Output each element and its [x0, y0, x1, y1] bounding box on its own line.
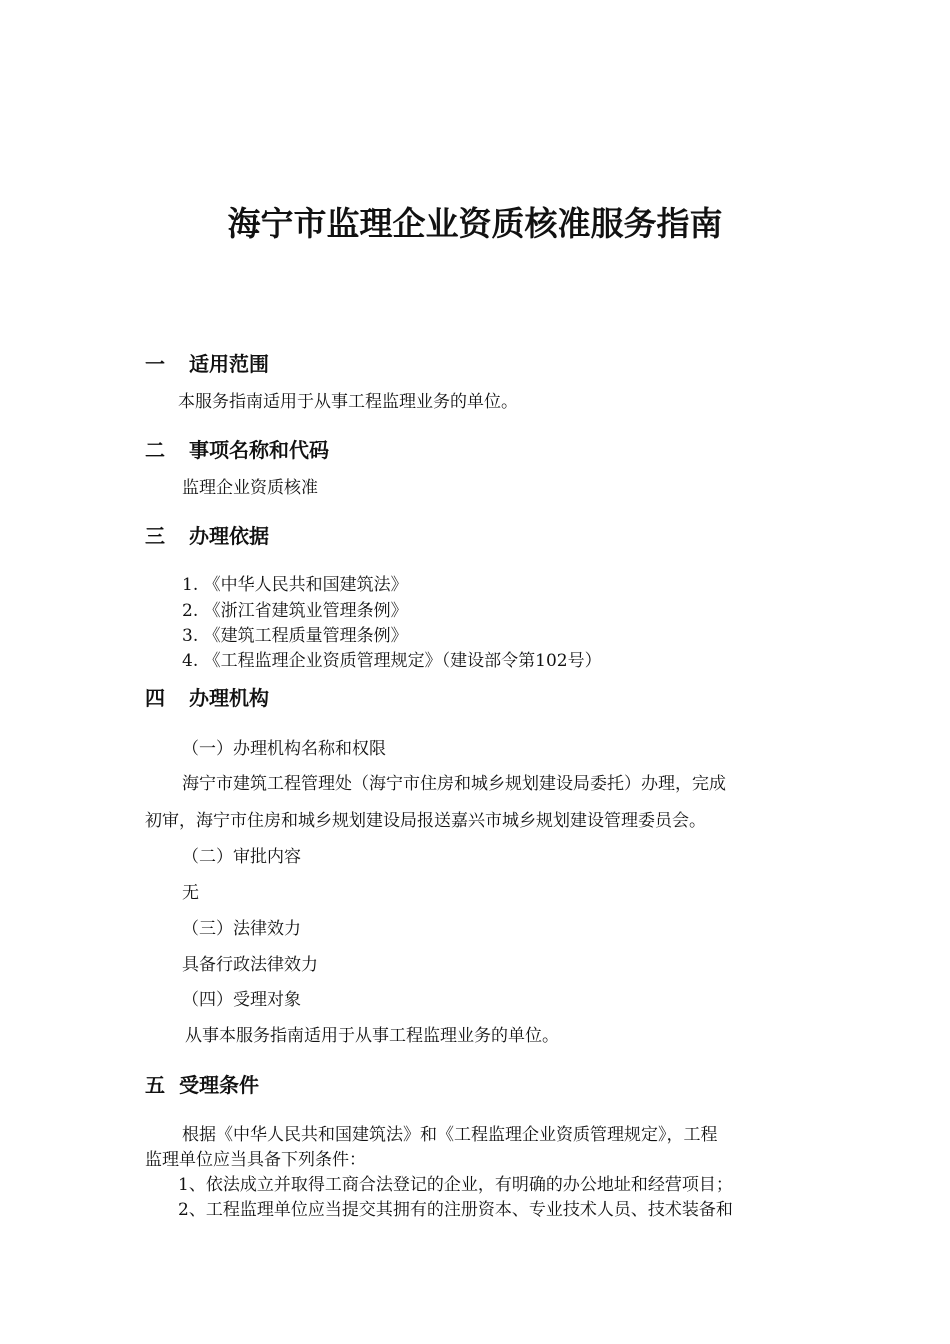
- subsection-4-text: 从事本服务指南适用于从事工程监理业务的单位。: [185, 1026, 559, 1046]
- subsection-2-title: （二）审批内容: [182, 847, 301, 867]
- conditions-item-1: 1、依法成立并取得工商合法登记的企业，有明确的办公地址和经营项目；: [178, 1175, 733, 1195]
- section-1-text: 本服务指南适用于从事工程监理业务的单位。: [178, 392, 518, 412]
- section-heading-4: [145, 682, 269, 711]
- conditions-line-1: 根据《中华人民共和国建筑法》和《工程监理企业资质管理规定》，工程: [182, 1125, 718, 1145]
- section-title: 适用范围: [189, 352, 269, 376]
- subsection-3-text: 具备行政法律效力: [182, 955, 318, 975]
- section-title: 办理机构: [189, 686, 269, 710]
- section-heading-5: [145, 1069, 259, 1098]
- agency-paragraph-line-2: 初审，海宁市住房和城乡规划建设局报送嘉兴市城乡规划建设管理委员会。: [145, 811, 706, 831]
- basis-item-1: 1. 《中华人民共和国建筑法》: [182, 575, 408, 595]
- subsection-4-title: （四）受理对象: [182, 990, 301, 1010]
- section-number: 二: [145, 438, 165, 462]
- section-heading-3: [145, 520, 269, 549]
- basis-item-2: 2. 《浙江省建筑业管理条例》: [182, 601, 408, 621]
- section-title: 办理依据: [189, 524, 269, 548]
- section-2-text: 监理企业资质核准: [182, 478, 318, 498]
- section-heading-2: [145, 434, 329, 463]
- section-title: 事项名称和代码: [189, 438, 329, 462]
- section-number: 四: [145, 686, 165, 710]
- section-number: 一: [145, 352, 165, 376]
- document-title: 海宁市监理企业资质核准服务指南: [227, 204, 723, 243]
- subsection-1-title: （一）办理机构名称和权限: [182, 739, 386, 759]
- section-heading-1: [145, 348, 269, 377]
- section-title: 受理条件: [179, 1073, 259, 1097]
- basis-item-4: 4. 《工程监理企业资质管理规定》（建设部令第102号）: [182, 651, 602, 671]
- subsection-2-text: 无: [182, 883, 199, 903]
- section-number: 五: [145, 1073, 165, 1097]
- basis-item-3: 3. 《建筑工程质量管理条例》: [182, 626, 408, 646]
- agency-paragraph-line-1: 海宁市建筑工程管理处（海宁市住房和城乡规划建设局委托）办理，完成: [182, 774, 726, 794]
- conditions-item-2: 2、工程监理单位应当提交其拥有的注册资本、专业技术人员、技术装备和: [178, 1200, 733, 1220]
- section-number: 三: [145, 524, 165, 548]
- conditions-line-2: 监理单位应当具备下列条件：: [145, 1150, 366, 1170]
- subsection-3-title: （三）法律效力: [182, 919, 301, 939]
